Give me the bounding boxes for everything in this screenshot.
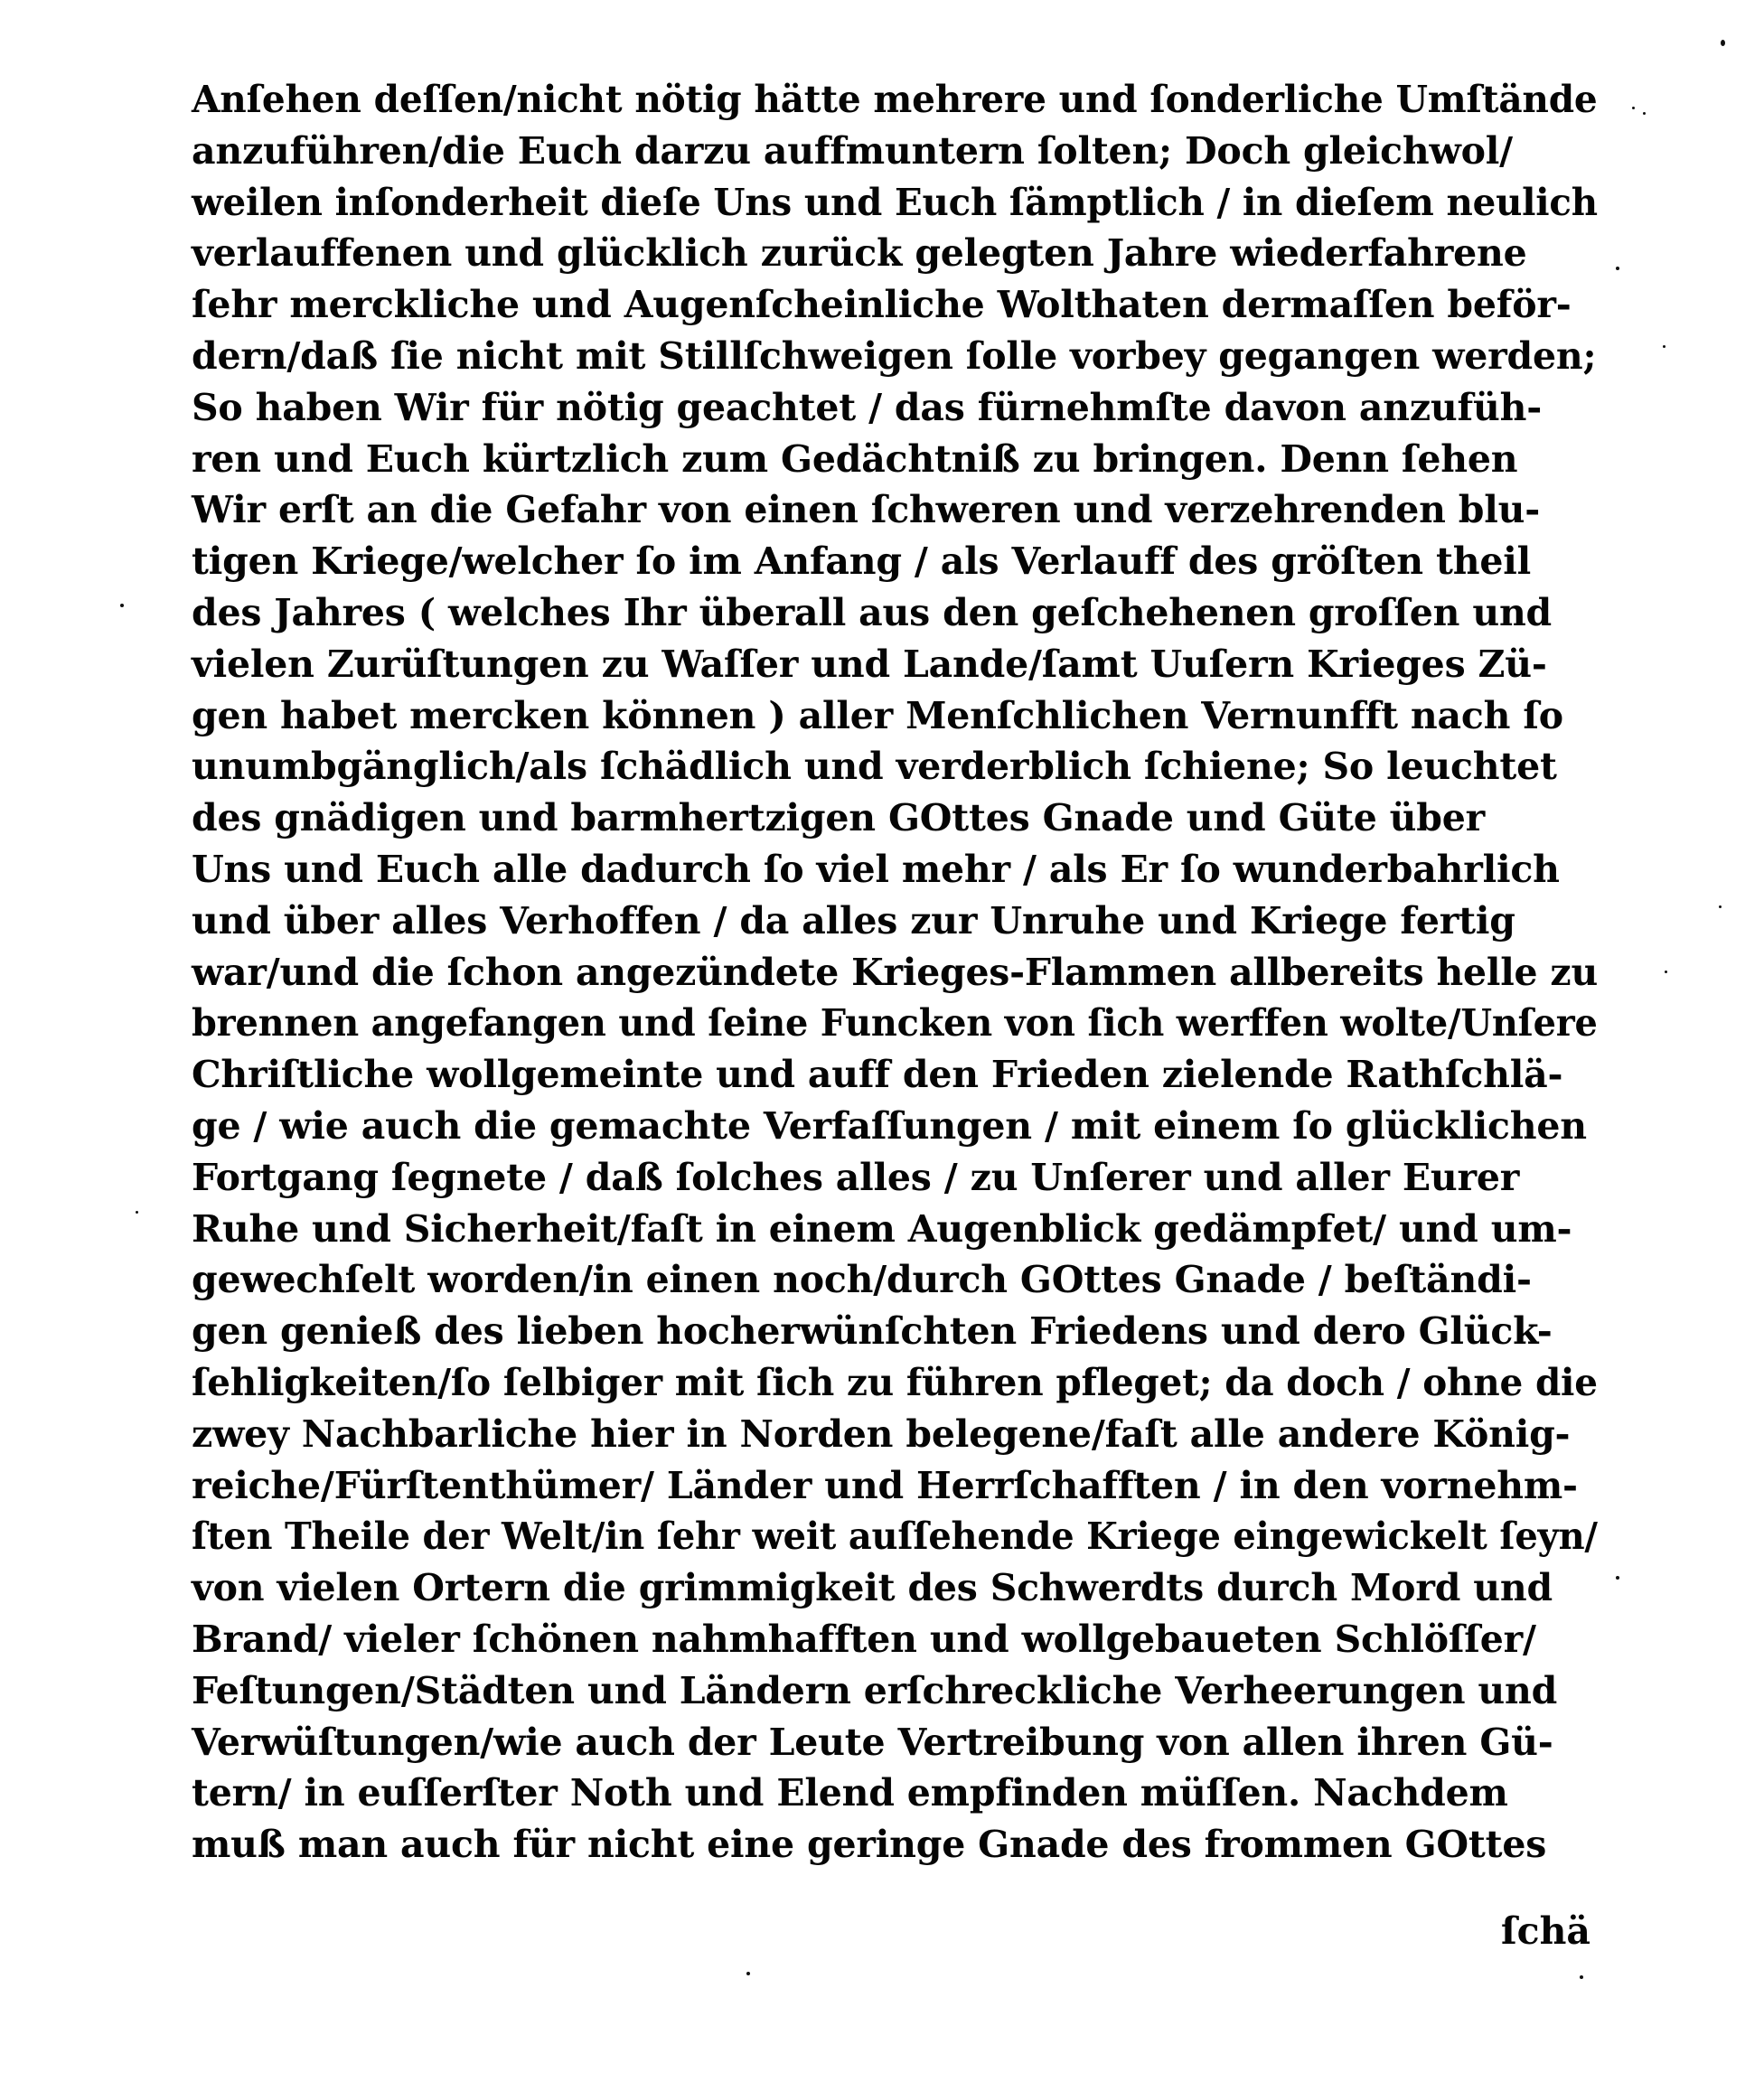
text-line: Feſtungen/Städten und Ländern erſchreckliche Verheerungen und xyxy=(192,1668,1558,1712)
text-line: dern/daß ſie nicht mit Stillſchweigen ſolle vorbey gegangen werden; xyxy=(192,333,1597,378)
text-line: gen genieß des lieben hocherwünſchten Friedens und dero Glück- xyxy=(192,1309,1553,1354)
text-line: brennen angefangen und ſeine Funcken von ſich werffen wolte/Unſere xyxy=(192,1001,1598,1046)
text-line: anzuführen/die Euch darzu auffmuntern ſolten; Doch gleichwol/ xyxy=(192,128,1513,173)
scan-speckle xyxy=(136,1211,138,1214)
text-block xyxy=(192,74,1598,1871)
text-line: So haben Wir für nötig geachtet / das fürnehmſte davon anzufüh- xyxy=(192,385,1543,429)
text-line: gen habet mercken können ) aller Menſchlichen Vernunfft nach ſo xyxy=(192,693,1563,737)
text-line: Chriſtliche wollgemeinte und auff den Frieden zielende Rathſchlä- xyxy=(192,1053,1563,1097)
scan-speckle xyxy=(1616,267,1619,270)
text-line: vielen Zurüſtungen zu Waſſer und Lande/ſamt Uuſern Krieges Zü- xyxy=(192,642,1547,686)
text-line: ſten Theile der Welt/in ſehr weit auſſehende Kriege eingewickelt ſeyn/ xyxy=(192,1515,1598,1559)
scan-speckle xyxy=(1663,345,1665,348)
text-line: reiche/Fürſtenthümer/ Länder und Herrſchafften / in den vornehm- xyxy=(192,1463,1578,1507)
text-line: Anſehen deſſen/nicht nötig hätte mehrere und ſonderliche Umſtände xyxy=(192,78,1598,121)
text-line: von vielen Ortern die grimmigkeit des Schwerdts durch Mord und xyxy=(192,1566,1553,1610)
scan-speckle xyxy=(1643,112,1646,115)
text-line: gewechſelt worden/in einen noch/durch GOttes Gnade / beſtändi- xyxy=(192,1258,1532,1302)
catchword: ſchä xyxy=(1501,1909,1590,1953)
scan-speckle xyxy=(1632,107,1635,109)
text-line: tern/ in euſſerſter Noth und Elend empfinden müſſen. Nachdem xyxy=(192,1771,1508,1815)
scan-speckle xyxy=(746,1972,750,1975)
scan-speckle xyxy=(1719,905,1722,908)
text-line: des gnädigen und barmhertzigen GOttes Gnade und Güte über xyxy=(192,796,1486,840)
scan-speckle xyxy=(1580,1975,1583,1979)
text-line: unumbgänglich/als ſchädlich und verderblich ſchiene; So leuchtet xyxy=(192,745,1557,789)
scan-speckle xyxy=(1721,40,1725,46)
text-line: Wir erſt an die Gefahr von einen ſchweren und verzehrenden blu- xyxy=(192,488,1541,532)
text-line: Ruhe und Sicherheit/faſt in einem Augenblick gedämpfet/ und um- xyxy=(192,1206,1572,1251)
scan-speckle xyxy=(120,604,124,607)
text-line: Fortgang ſegnete / daß ſolches alles / zu Unſerer und aller Eurer xyxy=(192,1155,1520,1199)
text-line: Verwüſtungen/wie auch der Leute Vertreibung von allen ihren Gü- xyxy=(192,1720,1553,1764)
text-line: zwey Nachbarliche hier in Norden belegene/faſt alle andere König- xyxy=(192,1411,1571,1456)
text-line: ge / wie auch die gemachte Verfaſſungen / mit einem ſo glücklichen xyxy=(192,1103,1587,1148)
text-line: verlauffenen und glücklich zurück gelegten Jahre wiederfahrene xyxy=(192,231,1527,276)
text-line: ren und Euch kürtzlich zum Gedächtniß zu bringen. Denn ſehen xyxy=(192,436,1518,481)
text-line: und über alles Verhoffen / da alles zur Unruhe und Kriege fertig xyxy=(192,898,1515,943)
text-line: tigen Kriege/welcher ſo im Anfang / als Verlauff des gröſten theil xyxy=(192,539,1531,584)
text-line: muß man auch für nicht eine geringe Gnade des frommen GOttes xyxy=(192,1823,1547,1867)
scan-speckle xyxy=(1665,971,1667,973)
text-line: Brand/ vieler ſchönen nahmhafften und wollgebaueten Schlöſſer/ xyxy=(192,1617,1536,1661)
text-line: war/und die ſchon angezündete Krieges-Flammen allbereits helle zu xyxy=(192,950,1599,994)
text-line: des Jahres ( welches Ihr überall aus den geſchehenen groſſen und xyxy=(192,590,1553,634)
text-line: ſehr merckliche und Augenſcheinliche Wolthaten dermaſſen beför- xyxy=(192,283,1572,327)
text-line: Uns und Euch alle dadurch ſo viel mehr / als Er ſo wunderbahrlich xyxy=(192,847,1560,891)
scan-speckle xyxy=(1616,1576,1619,1580)
text-line: weilen inſonderheit dieſe Uns und Euch ſämptlich / in dieſem neulich xyxy=(192,180,1598,224)
text-line: ſehligkeiten/ſo ſelbiger mit ſich zu führen pfleget; da doch / ohne die xyxy=(192,1360,1598,1404)
